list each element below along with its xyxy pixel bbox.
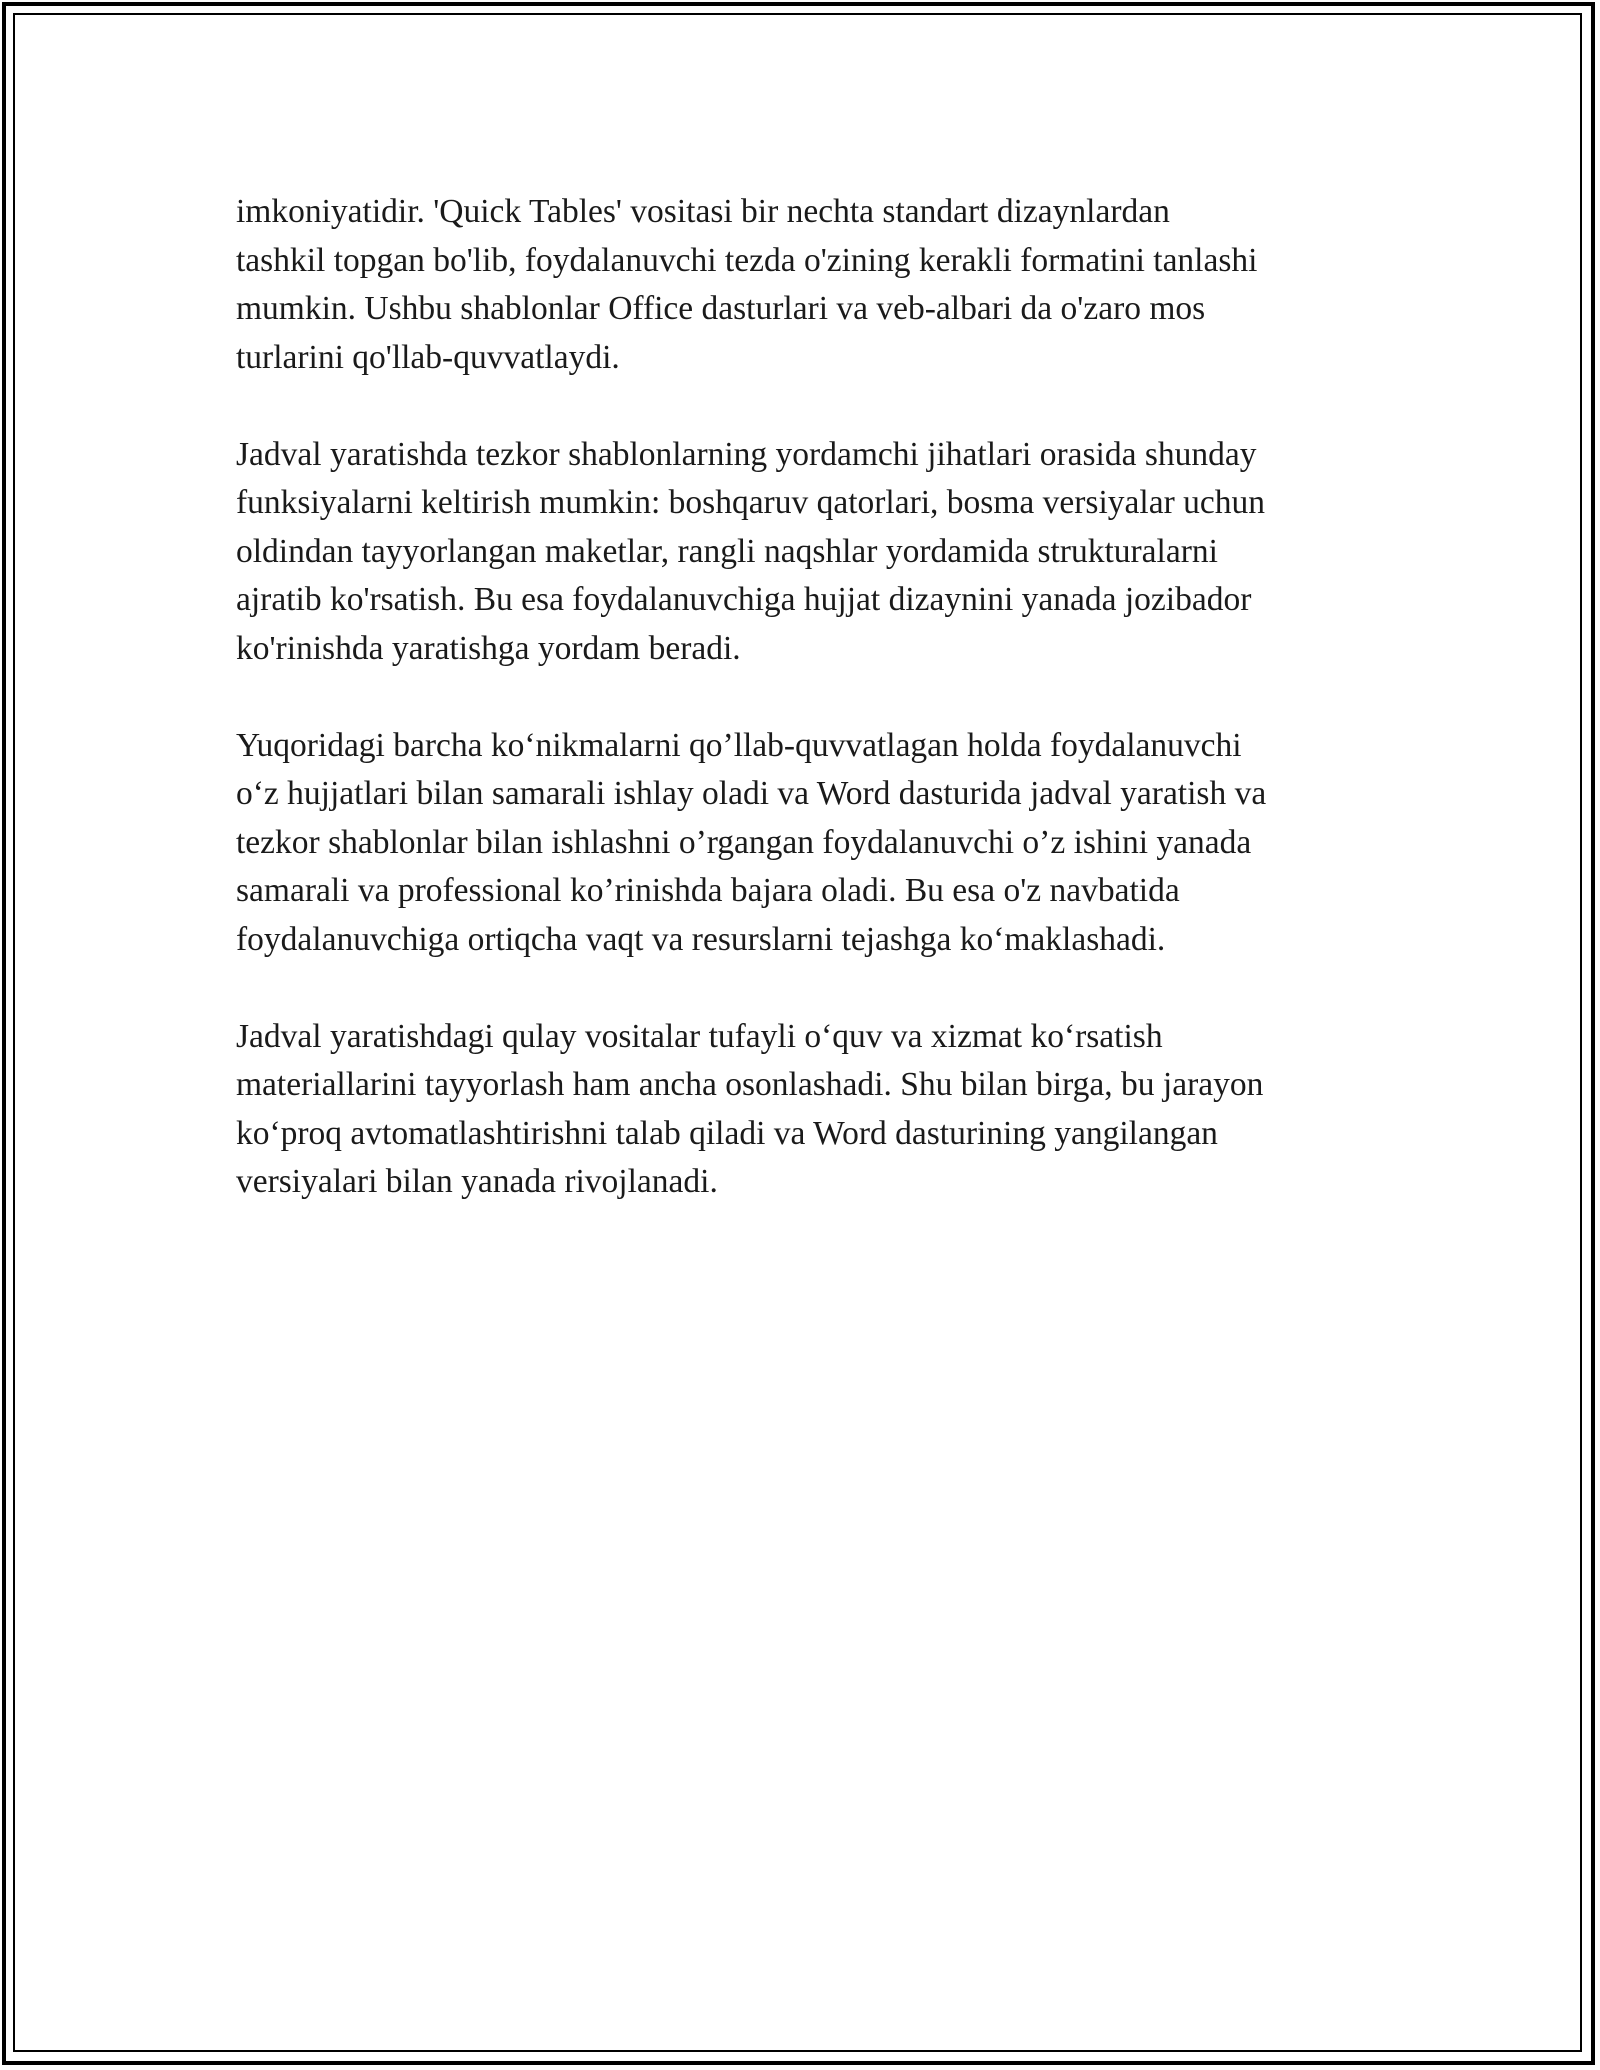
text-line: oldindan tayyorlangan maketlar, rangli naqshlar yordamida strukturalarni xyxy=(236,532,1218,570)
text-line: Jadval yaratishda tezkor shablonlarning yordamchi jihatlari orasida shunday xyxy=(236,435,1257,473)
text-line: mumkin. Ushbu shablonlar Office dasturlari va veb-albari da o'zaro mos xyxy=(236,290,1206,327)
paragraph-4 xyxy=(236,1013,1386,1207)
paragraph-2 xyxy=(236,431,1386,674)
text-line: Yuqoridagi barcha ko‘nikmalarni qo’llab-quvvatlagan holda foydalanuvchi xyxy=(236,726,1242,764)
text-line: imkoniyatidir. 'Quick Tables' vositasi bir nechta standart dizaynlardan xyxy=(236,193,1170,230)
text-line: ko‘proq avtomatlashtirishni talab qiladi va Word dasturining yangilangan xyxy=(236,1114,1218,1152)
text-line: o‘z hujjatlari bilan samarali ishlay oladi va Word dasturida jadval yaratish va xyxy=(236,775,1267,812)
text-line: tashkil topgan bo'lib, foydalanuvchi tezda o'zining kerakli formatini tanlashi xyxy=(236,241,1258,279)
text-line: ajratib ko'rsatish. Bu esa foydalanuvchiga hujjat dizaynini yanada jozibador xyxy=(236,581,1252,618)
text-line: foydalanuvchiga ortiqcha vaqt va resurslarni tejashga ko‘maklashadi. xyxy=(236,920,1166,958)
text-line: samarali va professional ko’rinishda bajara oladi. Bu esa o'z navbatida xyxy=(236,872,1180,909)
text-line: ko'rinishda yaratishga yordam beradi. xyxy=(236,629,741,667)
text-line: tezkor shablonlar bilan ishlashni o’rgangan foydalanuvchi o’z ishini yanada xyxy=(236,823,1252,861)
text-line: versiyalari bilan yanada rivojlanadi. xyxy=(236,1163,718,1200)
text-line: turlarini qo'llab-quvvatlaydi. xyxy=(236,338,620,376)
text-line: Jadval yaratishdagi qulay vositalar tufayli o‘quv va xizmat ko‘rsatish xyxy=(236,1017,1163,1055)
text-line: funksiyalarni keltirish mumkin: boshqaruv qatorlari, bosma versiyalar uchun xyxy=(236,484,1265,521)
paragraph-1 xyxy=(236,188,1386,382)
document-body xyxy=(236,188,1386,1255)
text-line: materiallarini tayyorlash ham ancha osonlashadi. Shu bilan birga, bu jarayon xyxy=(236,1066,1264,1103)
paragraph-3 xyxy=(236,722,1386,965)
